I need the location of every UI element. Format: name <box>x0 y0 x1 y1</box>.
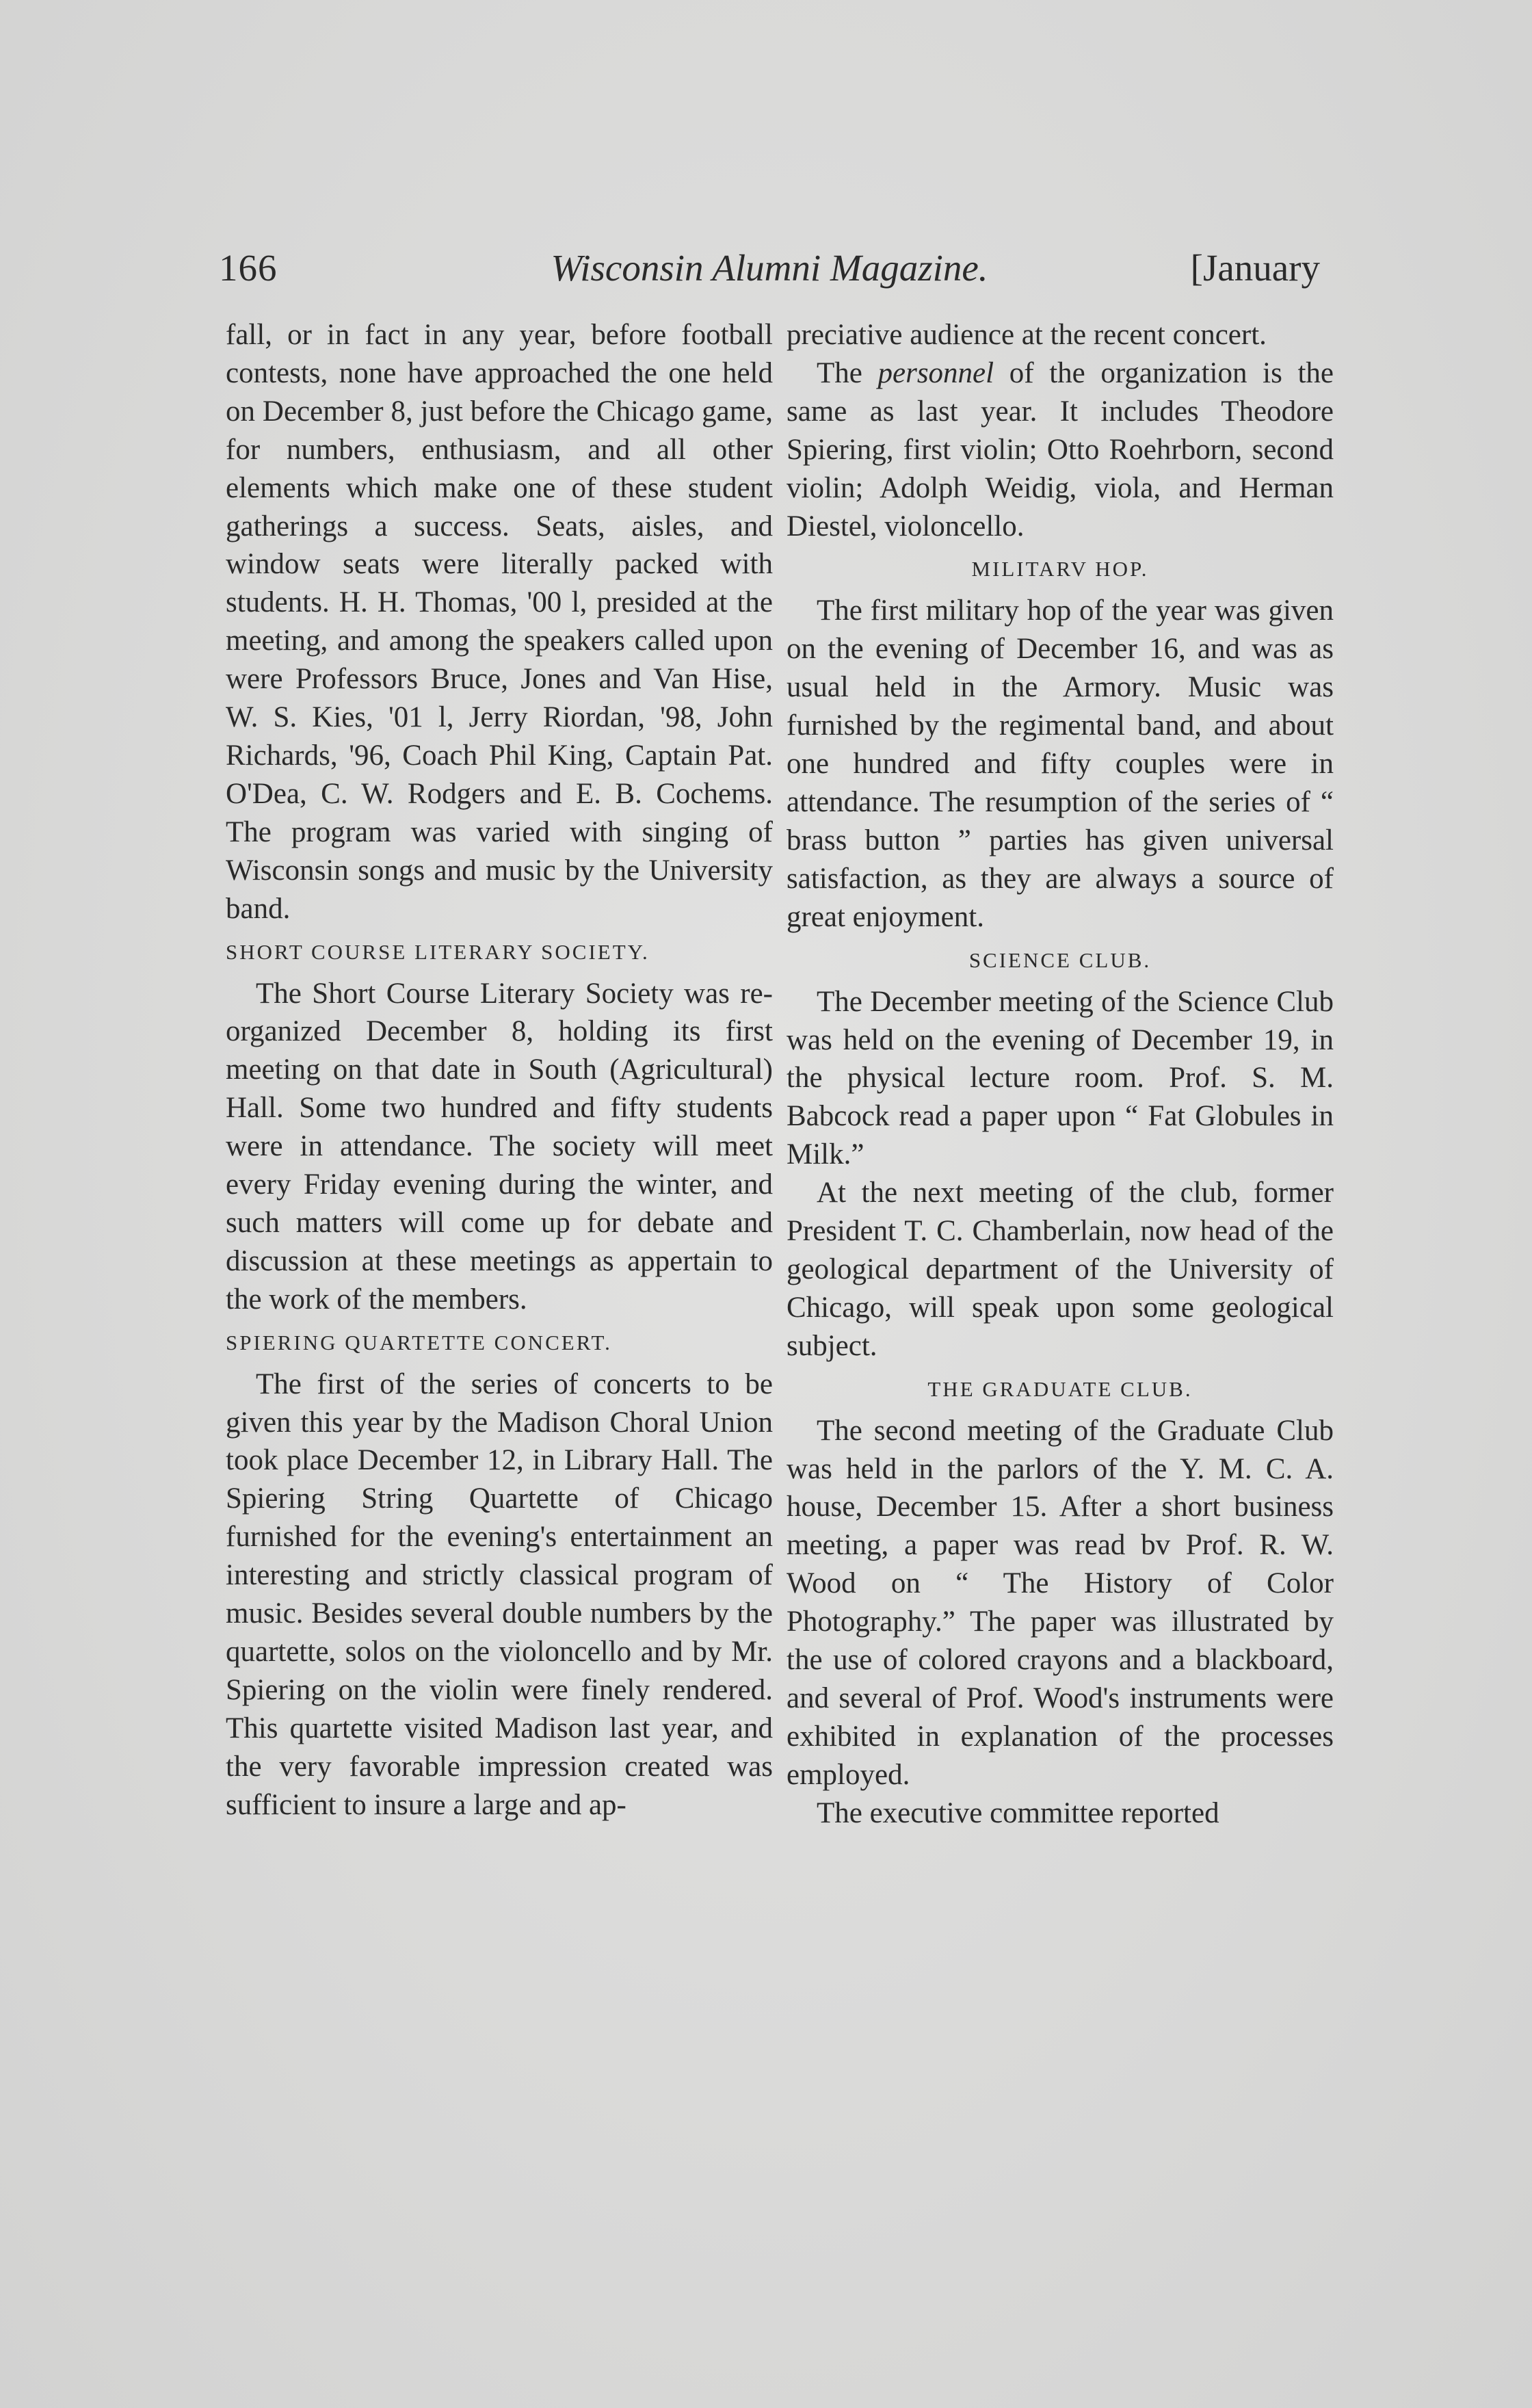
right-column <box>787 316 1334 1833</box>
article-paragraph-personnel <box>787 354 1334 546</box>
article-paragraph: The executive committee reported <box>817 1796 1219 1829</box>
left-column <box>226 316 773 1824</box>
article-paragraph: fall, or in fact in any year, before football contests, none have approached the one held on December 8, just before the Chicago game, for numbers, enthusiasm, and all other elements which make one of these student gatherings a success. Seats, aisles, and window seats were literally packed with students. H. H. Thomas, '00 l, presided at the meeting, and among the speakers called upon were Professors Bruce, Jones and Van Hise, W. S. Kies, '01 l, Jerry Riordan, '98, John Richards, '96, Coach Phil King, Captain Pat. O'Dea, C. W. Rodgers and E. B. Cochems. The program was varied with singing of Wisconsin songs and music by the University band. <box>226 319 773 925</box>
article-paragraph: preciative audience at the recent concert. <box>787 319 1267 351</box>
section-heading-spiering: SPIERING QUARTETTE CONCERT. <box>226 1330 612 1354</box>
running-header <box>219 241 1320 296</box>
text-run: The <box>817 356 878 389</box>
italic-word: personnel <box>877 356 994 389</box>
article-paragraph: The first military hop of the year was given on the evening of December 16, and was as usual held in the Armory. Music was furnished by the regimental band, and about one hundred and fifty couples were in attendance. The resumption of the series of “ brass button ” parties has given universal satisfaction, as they are always a source of great enjoyment. <box>787 594 1334 933</box>
section-heading-military-hop: MILITARV HOP. <box>971 557 1149 581</box>
page-number: 166 <box>219 247 278 289</box>
article-paragraph: The Short Course Literary Society was re-organized December 8, holding its first meeting on that date in South (Agricultural) Hall. Some two hundred and fifty students were in attendance. The society will meet every Friday evening during the winter, and such matters will come up for debate and discussion at these meetings as appertain to the work of the members. <box>226 977 773 1316</box>
section-heading-science-club: SCIENCE CLUB. <box>968 947 1152 972</box>
section-heading-graduate-club: THE GRADUATE CLUB. <box>927 1376 1193 1401</box>
article-paragraph: At the next meeting of the club, former President T. C. Chamberlain, now head of the geological department of the University of Chicago, will speak upon some geological subject. <box>787 1177 1334 1362</box>
section-heading-short-course: SHORT COURSE LITERARY SOCIETY. <box>226 939 650 964</box>
text-run: of the organization is the same as last year. It includes Theodore Spiering, first violin; Otto Roehrborn, second violin; Adolph Weidig, viola, and Herman Diestel, violoncello. <box>787 356 1334 542</box>
article-paragraph: The December meeting of the Science Club was held on the evening of December 19, in the physical lecture room. Prof. S. M. Babcock read a paper upon “ Fat Globules in Milk.” <box>787 985 1334 1171</box>
magazine-title: Wisconsin Alumni Magazine. <box>551 247 988 289</box>
article-paragraph: The first of the series of concerts to be given this year by the Madison Choral Union took place December 12, in Library Hall. The Spiering String Quartette of Chicago furnished for the evening's entertainment an interesting and strictly classical program of music. Besides several double numbers by the quartette, solos on the violoncello and by Mr. Spiering on the violin were finely rendered. This quartette visited Madison last year, and the very favorable impression created was sufficient to insure a large and ap- <box>226 1367 773 1821</box>
article-paragraph: The second meeting of the Graduate Club was held in the parlors of the Y. M. C. A. house, December 15. After a short business meeting, a paper was read bv Prof. R. W. Wood on “ The History of Color Photography.” The paper was illustrated by the use of colored crayons and a blackboard, and several of Prof. Wood's instruments were exhibited in explanation of the processes employed. <box>787 1414 1334 1791</box>
issue-month: [January <box>1190 247 1320 289</box>
